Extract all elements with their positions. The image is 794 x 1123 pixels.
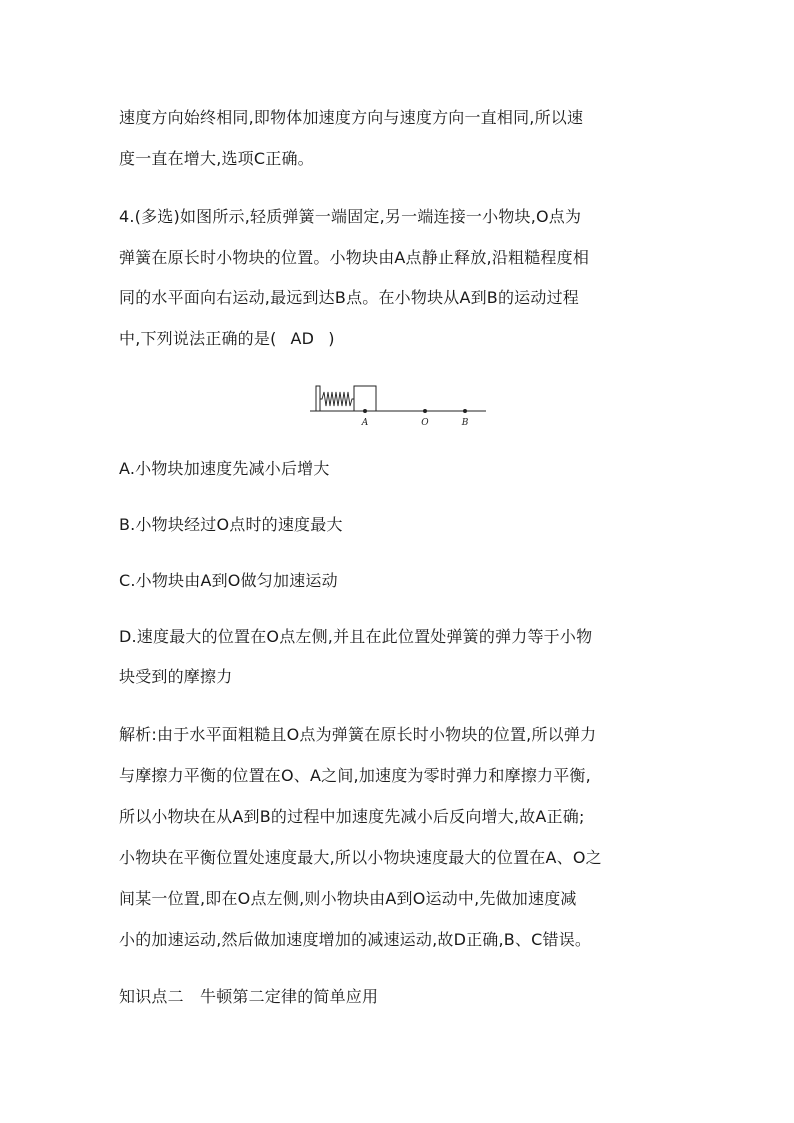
spring: [320, 392, 354, 406]
label-a: A: [361, 418, 369, 428]
solution-text: 与摩擦力平衡的位置在O、A之间,加速度为零时弹力和摩擦力平衡,: [119, 766, 591, 785]
label-b: B: [461, 418, 469, 428]
question-text: 弹簧在原长时小物块的位置。小物块由A点静止释放,沿粗糙程度相: [119, 248, 590, 267]
solution-text: 间某一位置,即在O点左侧,则小物块由A到O运动中,先做加速度减: [119, 889, 577, 908]
question-stem-line: [119, 329, 335, 349]
question-text: 同的水平面向右运动,最远到达B点。在小物块从A到B的运动过程: [119, 288, 579, 307]
question-text: 中,下列说法正确的是(: [119, 329, 277, 348]
question-text: 4.(多选)如图所示,轻质弹簧一端固定,另一端连接一小物块,O点为: [119, 207, 582, 226]
point-o-dot: [423, 409, 427, 413]
solution-text: 解析:由于水平面粗糙且O点为弹簧在原长时小物块的位置,所以弹力: [119, 725, 597, 744]
option-a: A.小物块加速度先减小后增大: [119, 459, 330, 478]
wall: [316, 386, 320, 411]
option-c: C.小物块由A到O做匀加速运动: [119, 571, 338, 590]
point-a-dot: [363, 409, 367, 413]
spring-block-diagram: [308, 380, 488, 428]
solution-text: 所以小物块在从A到B的过程中加速度先减小后反向增大,故A正确;: [119, 807, 585, 826]
block: [354, 386, 376, 411]
option-d-cont: 块受到的摩擦力: [119, 667, 233, 686]
solution-text: 小物块在平衡位置处速度最大,所以小物块速度最大的位置在A、O之: [119, 848, 602, 867]
text-line: 速度方向始终相同,即物体加速度方向与速度方向一直相同,所以速: [119, 108, 584, 127]
solution-text: 小的加速运动,然后做加速度增加的减速运动,故D正确,B、C错误。: [119, 930, 592, 949]
point-b-dot: [463, 409, 467, 413]
option-b: B.小物块经过O点时的速度最大: [119, 515, 343, 534]
option-d: D.速度最大的位置在O点左侧,并且在此位置处弹簧的弹力等于小物: [119, 627, 593, 646]
question-text: ): [328, 329, 335, 348]
text-line: 度一直在增大,选项C正确。: [119, 149, 314, 168]
label-o: O: [421, 418, 429, 428]
answer-text: AD: [290, 329, 315, 348]
section-heading: 知识点二 牛顿第二定律的简单应用: [119, 987, 379, 1006]
